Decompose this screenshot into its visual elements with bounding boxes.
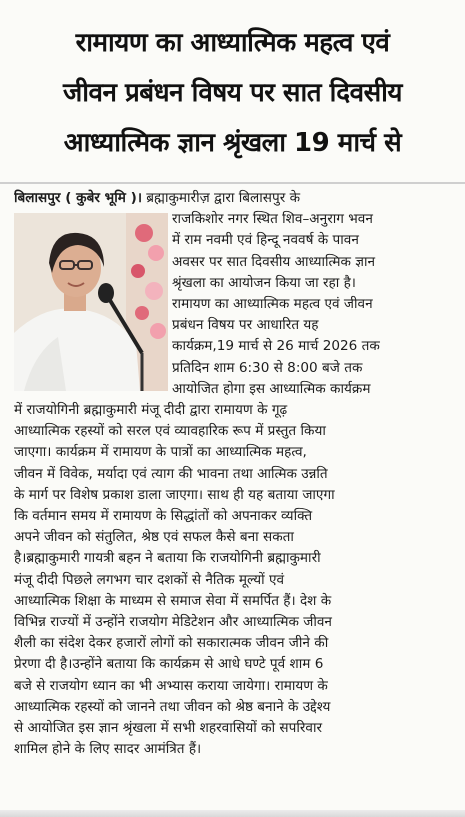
article-line: विभिन्न राज्यों में उन्होंने राजयोग मेडिटेशन और आध्यात्मिक जीवन — [14, 614, 332, 631]
headline-line-1: रामायण का आध्यात्मिक महत्व एवं — [75, 28, 390, 58]
article-line: रामायण का आध्यात्मिक महत्व एवं जीवन — [172, 296, 373, 313]
article-line: प्रबंधन विषय पर आधारित यह — [172, 317, 319, 334]
headline-line-2: जीवन प्रबंधन विषय पर सात दिवसीय — [63, 78, 402, 108]
article-line: है।ब्रह्माकुमारी गायत्री बहन ने बताया कि राजयोगिनी ब्रह्माकुमारी — [14, 550, 321, 567]
article-line: के मार्ग पर विशेष प्रकाश डाला जाएगा। साथ ही यह बताया जाएगा — [14, 486, 335, 503]
article-line: राजकिशोर नगर स्थित शिव–अनुराग भवन — [172, 211, 373, 228]
article-line: अवसर पर सात दिवसीय आध्यात्मिक ज्ञान — [172, 253, 376, 270]
article-text: ब्रह्माकुमारीज़ द्वारा बिलासपुर के — [141, 190, 301, 206]
article-line: से आयोजित इस ज्ञान श्रृंखला में सभी शहरवासियों को सपरिवार — [14, 720, 323, 737]
article-line: प्रेरणा दी है।उन्होंने बताया कि कार्यक्रम से आधे घण्टे पूर्व शाम 6 — [14, 656, 324, 673]
headline-divider — [0, 182, 465, 184]
headline-line-3: आध्यात्मिक ज्ञान श्रृंखला 19 मार्च से — [63, 128, 402, 158]
article-line: बजे से राजयोग ध्यान का भी अभ्यास कराया जायेगा। रामायण के — [14, 677, 328, 694]
article-line: जाएगा। कार्यक्रम में रामायण के पात्रों का आध्यात्मिक महत्व, — [14, 444, 307, 461]
article-line: कार्यक्रम,19 मार्च से 26 मार्च 2026 तक — [172, 338, 380, 355]
article-body — [14, 188, 454, 760]
article-line: कि वर्तमान समय में रामायण के सिद्धांतों को अपनाकर व्यक्ति — [14, 508, 313, 525]
article-line: श्रृंखला का आयोजन किया जा रहा है। — [172, 274, 356, 291]
article-line: शैली का संदेश देकर हजारों लोगों को सकारात्मक जीवन जीने की — [14, 635, 329, 652]
page-bottom-edge — [0, 810, 465, 817]
article-line: आध्यात्मिक रहस्यों को जानने तथा जीवन को श्रेष्ठ बनाने के उद्देश्य — [14, 698, 331, 715]
article-line: मंजू दीदी पिछले लगभग चार दशकों से नैतिक मूल्यों एवं — [14, 571, 285, 588]
article-line: आयोजित होगा इस आध्यात्मिक कार्यक्रम — [172, 380, 371, 397]
article-line: आध्यात्मिक रहस्यों को सरल एवं व्यावहारिक रूप में प्रस्तुत किया — [14, 423, 326, 440]
article-line: में राम नवमी एवं हिन्दू नववर्ष के पावन — [172, 232, 359, 249]
article-line — [14, 188, 454, 209]
article-line: आध्यात्मिक शिक्षा के माध्यम से समाज सेवा में समर्पित हैं। देश के — [14, 592, 332, 609]
article-line: अपने जीवन को संतुलित, श्रेष्ठ एवं सफल कैसे बना सकता — [14, 529, 294, 546]
article-line: जीवन में विवेक, मर्यादा एवं त्याग की भावना तथा आत्मिक उन्नति — [14, 465, 328, 482]
article-line: में राजयोगिनी ब्रह्माकुमारी मंजू दीदी द्वारा रामायण के गूढ़ — [14, 402, 288, 419]
article-line: शामिल होने के लिए सादर आमंत्रित हैं। — [14, 741, 202, 758]
headline — [12, 18, 453, 168]
article-line: प्रतिदिन शाम 6:30 से 8:00 बजे तक — [172, 359, 363, 376]
dateline: बिलासपुर ( कुबेर भूमि )। — [14, 190, 142, 206]
